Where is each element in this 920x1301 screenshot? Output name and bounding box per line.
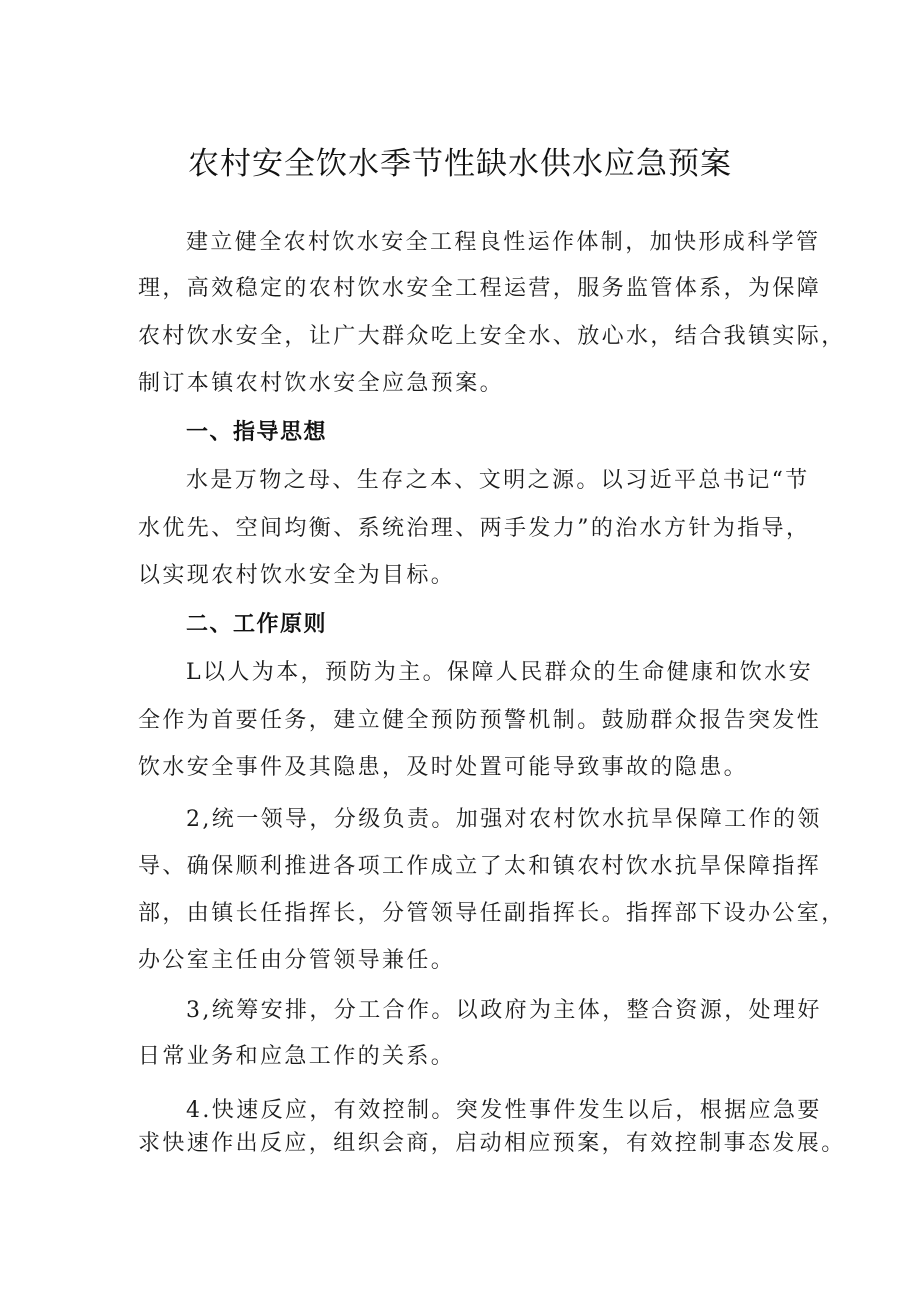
document-title: 农村安全饮水季节性缺水供水应急预案: [188, 146, 732, 182]
principle4-line-2: 求快速作出反应，组织会商，启动相应预案，有效控制事态发展。: [138, 1131, 846, 1156]
section1-line-1: 水是万物之母、生存之本、文明之源。以习近平总书记“节: [186, 468, 810, 493]
section-heading-guiding-thought: 一、指导思想: [186, 420, 328, 445]
principle2-line-2: 导、确保顺利推进各项工作成立了太和镇农村饮水抗旱保障指挥: [138, 854, 822, 879]
principle4-line-1: 4.快速反应，有效控制。突发性事件发生以后，根据应急要: [186, 1098, 822, 1123]
principle1-line-3: 饮水安全事件及其隐患，及时处置可能导致事故的隐患。: [138, 755, 749, 780]
intro-line-4: 制订本镇农村饮水安全应急预案。: [138, 371, 505, 396]
section-heading-work-principles: 二、工作原则: [186, 612, 328, 637]
intro-line-2: 理，高效稳定的农村饮水安全工程运营，服务监管体系，为保障: [138, 276, 822, 301]
principle3-line-2: 日常业务和应急工作的关系。: [138, 1044, 456, 1069]
principle2-line-3: 部，由镇长任指挥长，分管领导任副指挥长。指挥部下设办公室，: [138, 901, 846, 926]
principle3-line-1: 3,统筹安排，分工合作。以政府为主体，整合资源，处理好: [186, 998, 822, 1023]
intro-line-3: 农村饮水安全，让广大群众吃上安全水、放心水，结合我镇实际，: [138, 324, 846, 349]
principle1-line-2: 全作为首要任务，建立健全预防预警机制。鼓励群众报告突发性: [138, 708, 822, 733]
intro-line-1: 建立健全农村饮水安全工程良性运作体制，加快形成科学管: [186, 230, 821, 255]
section1-line-3: 以实现农村饮水安全为目标。: [138, 563, 456, 588]
principle1-line-1: L以人为本，预防为主。保障人民群众的生命健康和饮水安: [186, 660, 814, 685]
principle2-line-1: 2,统一领导，分级负责。加强对农村饮水抗旱保障工作的领: [186, 807, 822, 832]
principle2-line-4: 办公室主任由分管领导兼任。: [138, 948, 456, 973]
section1-line-2: 水优先、空间均衡、系统治理、两手发力”的治水方针为指导，: [138, 516, 811, 541]
